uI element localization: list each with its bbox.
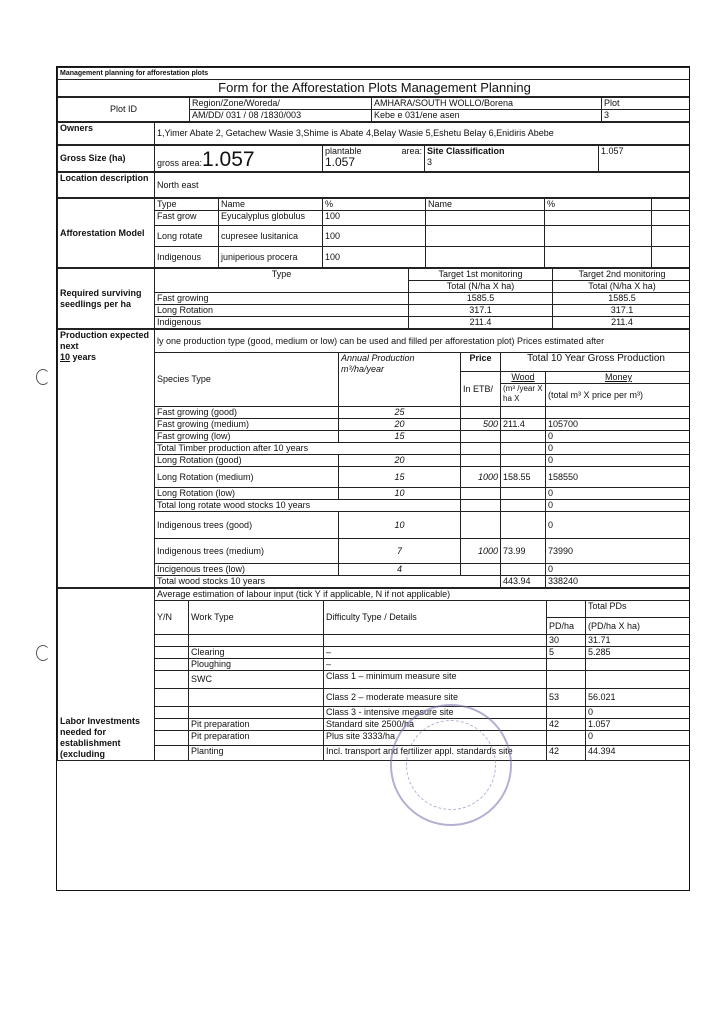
model-name: Eyucalyplus globulus	[219, 211, 323, 226]
yn-cell[interactable]	[155, 689, 189, 707]
site-class-value: 3	[427, 157, 433, 167]
species-row-label: Total long rotate wood stocks 10 years	[155, 500, 461, 512]
money-value: 0	[546, 512, 691, 539]
annual-value: 10	[339, 512, 461, 539]
yn-cell[interactable]	[155, 719, 189, 731]
total-pd-value: 31.71	[586, 635, 691, 647]
owners-value: 1,Yimer Abate 2, Getachew Wasie 3,Shime is Abate 4,Belay Wasie 5,Eshetu Belay 6,Enidiris Abebe	[155, 123, 691, 145]
model-header-name-2: Name	[426, 199, 545, 211]
region-label: Region/Zone/Woreda/	[190, 98, 372, 110]
total-pd-value	[586, 671, 691, 689]
plot-id-label: Plot ID	[58, 98, 190, 122]
wood-value	[501, 431, 546, 443]
punch-hole-top	[36, 369, 50, 385]
production-label: Production expected next	[60, 330, 150, 351]
price-value	[461, 431, 501, 443]
labor-label: Labor Investments needed for establishment (excluding	[58, 589, 155, 761]
plantable-cell	[323, 146, 425, 172]
gross-size-row	[57, 145, 690, 172]
pdha-value	[547, 659, 586, 671]
title-block	[57, 67, 690, 97]
work-type: Ploughing	[189, 659, 324, 671]
annual-production-header: Annual Production m³/ha/year	[339, 353, 461, 407]
money-value: 0	[546, 443, 691, 455]
model-empty	[652, 199, 691, 211]
gross-area-value: 1.057	[202, 148, 255, 171]
location-value: North east	[155, 173, 691, 198]
model-header-name: Name	[219, 199, 323, 211]
total-pd-value	[586, 659, 691, 671]
work-type	[189, 635, 324, 647]
production-note: ly one production type (good, medium or low) can be used and filled per afforestation plot) Prices estimated after	[155, 330, 691, 353]
difficulty-detail: Standard site 2500/ha	[324, 719, 547, 731]
difficulty-detail: Class 2 – moderate measure site	[324, 689, 547, 707]
seedling-target-2: 317.1	[553, 305, 691, 317]
price-value: 500	[461, 419, 501, 431]
model-type: Fast grow	[155, 211, 219, 226]
wood-value	[501, 488, 546, 500]
price-value	[461, 443, 501, 455]
wood-value	[501, 455, 546, 467]
wood-value: 211.4	[501, 419, 546, 431]
money-value: 338240	[546, 576, 691, 588]
model-pct: 100	[323, 226, 426, 247]
wood-value	[501, 443, 546, 455]
price-value	[461, 488, 501, 500]
gross-right-value: 1.057	[599, 146, 691, 172]
wood-unit: (m³ /year X ha X	[501, 384, 546, 407]
money-value: 158550	[546, 467, 691, 488]
price-value: 1000	[461, 467, 501, 488]
annual-value: 15	[339, 431, 461, 443]
price-value	[461, 407, 501, 419]
work-type	[189, 707, 324, 719]
location-label: Location description	[58, 173, 155, 198]
yn-cell[interactable]	[155, 635, 189, 647]
seedlings-table	[57, 268, 690, 329]
model-header-pct-2: %	[545, 199, 652, 211]
money-value: 0	[546, 500, 691, 512]
total-pd-value: 56.021	[586, 689, 691, 707]
total-pd-value: 0	[586, 731, 691, 746]
area-label: area:	[401, 146, 422, 156]
plot-label: Plot	[602, 98, 691, 110]
production-label-cell	[58, 330, 155, 588]
work-type	[189, 689, 324, 707]
model-header-type: Type	[155, 199, 219, 211]
pdha-top	[547, 601, 586, 618]
yn-cell[interactable]	[155, 659, 189, 671]
wood-value: 73.99	[501, 539, 546, 564]
wood-value	[501, 500, 546, 512]
yn-cell[interactable]	[155, 707, 189, 719]
location-row	[57, 172, 690, 198]
money-value: 0	[546, 564, 691, 576]
annual-value: 25	[339, 407, 461, 419]
seedlings-label: Required surviving seedlings per ha	[58, 269, 155, 329]
site-class-label: Site Classification	[427, 146, 505, 156]
model-empty	[652, 211, 691, 226]
difficulty-detail: Plus site 3333/ha	[324, 731, 547, 746]
model-name: juniperious procera	[219, 247, 323, 268]
model-empty	[652, 226, 691, 247]
difficulty-detail: Class 3 - intensive measure site	[324, 707, 547, 719]
pdha-value: 42	[547, 746, 586, 761]
difficulty-detail: –	[324, 659, 547, 671]
pdha-header: PD/ha	[547, 618, 586, 635]
yn-cell[interactable]	[155, 731, 189, 746]
model-header-pct: %	[323, 199, 426, 211]
work-type: Pit preparation	[189, 731, 324, 746]
pdha-value	[547, 731, 586, 746]
money-value: 0	[546, 488, 691, 500]
yn-header: Y/N	[155, 601, 189, 635]
target-2-header: Target 2nd monitoring	[553, 269, 691, 281]
species-row-label: Total wood stocks 10 years	[155, 576, 501, 588]
price-value	[461, 500, 501, 512]
difficulty-detail: –	[324, 647, 547, 659]
total-header-1: Total (N/ha X ha)	[409, 281, 553, 293]
model-empty	[426, 211, 545, 226]
total-pd-header-1: Total PDs	[586, 601, 691, 618]
yn-cell[interactable]	[155, 746, 189, 761]
header-caption: Management planning for afforestation plots	[58, 68, 691, 80]
money-header: Money	[546, 372, 691, 384]
production-years-number: 10	[60, 352, 71, 362]
annual-value: 4	[339, 564, 461, 576]
gross-area-cell	[155, 146, 323, 172]
yn-cell[interactable]	[155, 671, 189, 689]
wood-value: 158.55	[501, 467, 546, 488]
money-value	[546, 407, 691, 419]
pdha-value	[547, 671, 586, 689]
work-type: Clearing	[189, 647, 324, 659]
plantable-value: 1.057	[325, 155, 356, 169]
seedling-type: Long Rotation	[155, 305, 409, 317]
species-row-label: Long Rotation (low)	[155, 488, 339, 500]
difficulty-detail: Incl. transport and fertilizer appl. standards site	[324, 746, 547, 761]
annual-value: 20	[339, 419, 461, 431]
work-type: Planting	[189, 746, 324, 761]
pdha-value: 42	[547, 719, 586, 731]
money-value: 105700	[546, 419, 691, 431]
yn-cell[interactable]	[155, 647, 189, 659]
production-years-label: years	[72, 352, 97, 362]
plantable-label: plantable	[325, 146, 362, 156]
plot-code: AM/DD/ 031 / 08 /1830/003	[190, 110, 372, 122]
seedling-target-2: 1585.5	[553, 293, 691, 305]
production-table	[57, 329, 690, 588]
form-page	[56, 66, 690, 891]
work-type-header: Work Type	[189, 601, 324, 635]
species-row-label: Long Rotation (good)	[155, 455, 339, 467]
seedling-target-1: 317.1	[409, 305, 553, 317]
site-class-cell	[425, 146, 599, 172]
seedling-type: Fast growing	[155, 293, 409, 305]
difficulty-detail	[324, 635, 547, 647]
total-pd-value: 1.057	[586, 719, 691, 731]
gross-size-label: Gross Size (ha)	[58, 146, 155, 172]
price-header: Price	[461, 353, 501, 372]
gross-area-label: gross area:	[157, 158, 203, 168]
seedling-target-2: 211.4	[553, 317, 691, 329]
money-value: 0	[546, 455, 691, 467]
afforestation-model-table	[57, 198, 690, 268]
labor-caption: Average estimation of labour input (tick Y if applicable, N if not applicable)	[155, 589, 691, 601]
total-pd-value: 44.394	[586, 746, 691, 761]
model-pct: 100	[323, 247, 426, 268]
wood-value	[501, 407, 546, 419]
annual-value: 7	[339, 539, 461, 564]
price-unit: In ETB/	[461, 372, 501, 407]
model-type: Long rotate	[155, 226, 219, 247]
model-empty	[545, 226, 652, 247]
owners-row	[57, 122, 690, 145]
species-row-label: Long Rotation (medium)	[155, 467, 339, 488]
form-title: Form for the Afforestation Plots Management Planning	[58, 80, 691, 97]
model-empty	[426, 247, 545, 268]
species-row-label: Indigenous trees (medium)	[155, 539, 339, 564]
total-pd-value: 5.285	[586, 647, 691, 659]
seedling-type: Indigenous	[155, 317, 409, 329]
model-empty	[545, 211, 652, 226]
model-pct: 100	[323, 211, 426, 226]
model-empty	[426, 226, 545, 247]
model-name: cupresee lusitanica	[219, 226, 323, 247]
species-row-label: Incigenous trees (low)	[155, 564, 339, 576]
money-value: 0	[546, 431, 691, 443]
annual-value: 10	[339, 488, 461, 500]
species-row-label: Fast growing (medium)	[155, 419, 339, 431]
pdha-value	[547, 707, 586, 719]
money-value: 73990	[546, 539, 691, 564]
price-value	[461, 512, 501, 539]
difficulty-header: Difficulty Type / Details	[324, 601, 547, 635]
pdha-value: 30	[547, 635, 586, 647]
work-type: SWC	[189, 671, 324, 689]
model-type: Indigenous	[155, 247, 219, 268]
model-empty	[652, 247, 691, 268]
seedling-target-1: 211.4	[409, 317, 553, 329]
target-1-header: Target 1st monitoring	[409, 269, 553, 281]
species-row-label: Total Timber production after 10 years	[155, 443, 461, 455]
owners-label: Owners	[58, 123, 155, 145]
price-value	[461, 564, 501, 576]
species-row-label: Fast growing (good)	[155, 407, 339, 419]
annual-value: 15	[339, 467, 461, 488]
plot-number: 3	[602, 110, 691, 122]
punch-hole-bottom	[36, 645, 50, 661]
seedling-target-1: 1585.5	[409, 293, 553, 305]
kebele-value: Kebe e 031/ene asen	[372, 110, 602, 122]
annual-value: 20	[339, 455, 461, 467]
model-label: Afforestation Model	[58, 199, 155, 268]
pdha-value: 5	[547, 647, 586, 659]
total-gross-header: Total 10 Year Gross Production	[501, 353, 691, 372]
wood-value	[501, 564, 546, 576]
plot-id-block	[57, 97, 690, 122]
money-unit: (total m³ X price per m³)	[546, 384, 691, 407]
wood-header: Wood	[501, 372, 546, 384]
price-value: 1000	[461, 539, 501, 564]
wood-value: 443.94	[501, 576, 546, 588]
wood-value	[501, 512, 546, 539]
model-empty	[545, 247, 652, 268]
pdha-value: 53	[547, 689, 586, 707]
total-header-2: Total (N/ha X ha)	[553, 281, 691, 293]
species-row-label: Fast growing (low)	[155, 431, 339, 443]
difficulty-detail: Class 1 – minimum measure site	[324, 671, 547, 689]
seedlings-type-header: Type	[155, 269, 409, 293]
species-type-header: Species Type	[155, 353, 339, 407]
total-pd-header-2: (PD/ha X ha)	[586, 618, 691, 635]
work-type: Pit preparation	[189, 719, 324, 731]
price-value	[461, 455, 501, 467]
species-row-label: Indigenous trees (good)	[155, 512, 339, 539]
region-value: AMHARA/SOUTH WOLLO/Borena	[372, 98, 602, 110]
total-pd-value: 0	[586, 707, 691, 719]
labor-table	[57, 588, 690, 761]
